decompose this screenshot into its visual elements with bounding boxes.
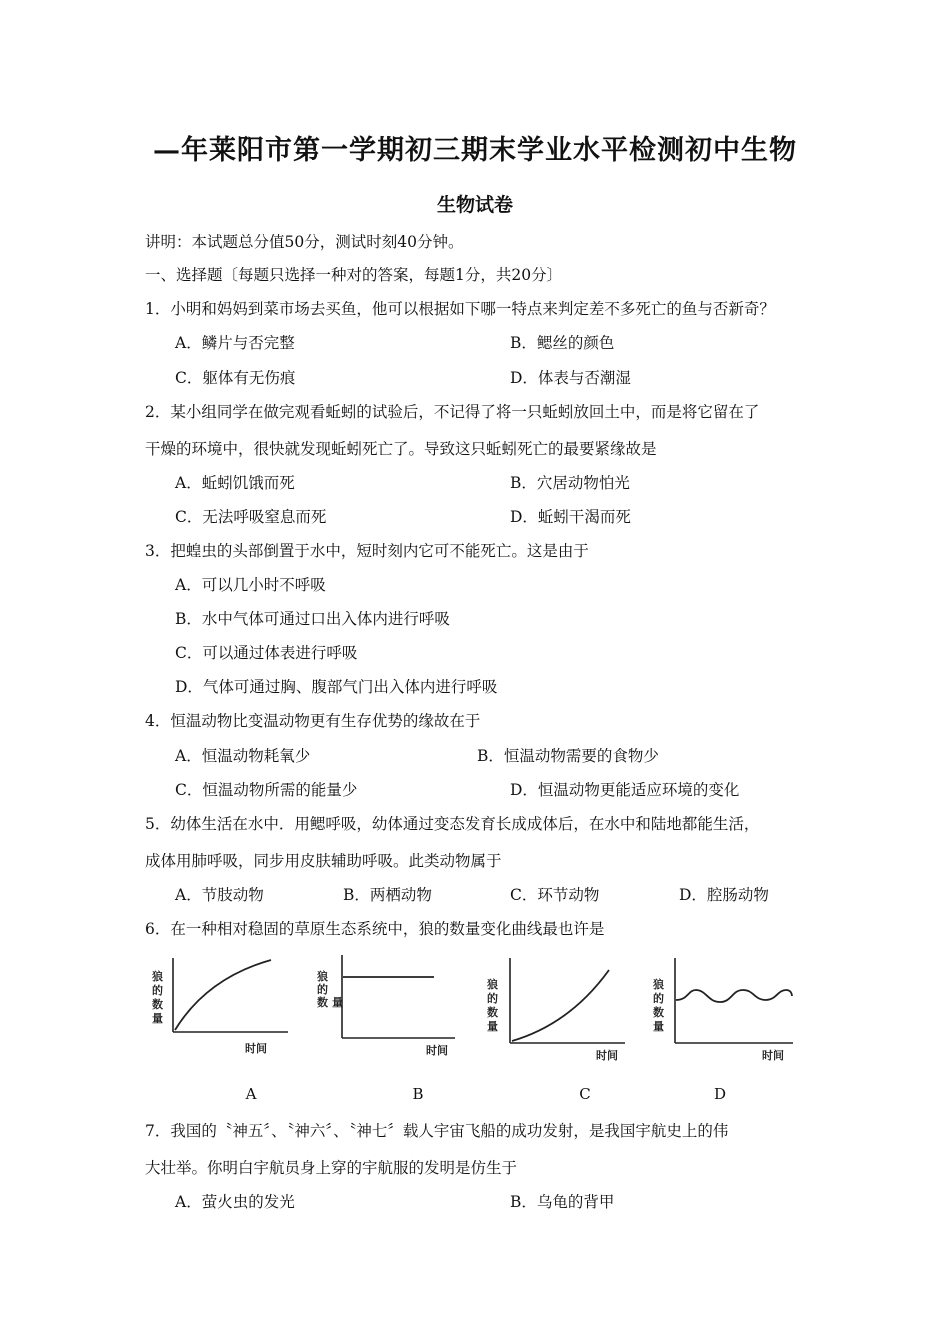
graph-c-ylabel-2: 的 — [487, 992, 498, 1005]
graph-b-letter: B — [412, 1085, 424, 1103]
q2-stem-line2: 干燥的环境中，很快就发现蚯蚓死亡了。导致这只蚯蚓死亡的最要紧缘故是 — [145, 440, 657, 458]
graph-d-ylabel-3: 数 — [653, 1006, 664, 1019]
graph-a-ylabel-2: 的 — [152, 984, 163, 997]
graph-a-ylabel-4: 量 — [152, 1012, 163, 1025]
q7-option-b: B．乌龟的背甲 — [510, 1193, 615, 1211]
graph-b-ylabel-3: 数 — [317, 996, 328, 1009]
q4-option-d: D．恒温动物更能适应环境的变化 — [510, 781, 740, 799]
graph-d-ylabel-2: 的 — [653, 992, 664, 1005]
graph-b-ylabel-2: 的 — [317, 983, 328, 996]
q6-stem: 6．在一种相对稳固的草原生态系统中，狼的数量变化曲线最也许是 — [145, 920, 605, 938]
graph-a-curve — [175, 960, 271, 1030]
graph-c-xlabel: 时间 — [596, 1049, 618, 1062]
q2-option-b: B．穴居动物怕光 — [510, 474, 630, 492]
q4-option-a: A．恒温动物耗氧少 — [175, 747, 311, 765]
page-subtitle: 生物试卷 — [436, 194, 513, 216]
graph-d — [648, 950, 798, 1065]
q1-option-a: A．鳞片与否完整 — [175, 334, 295, 352]
q3-option-d: D．气体可通过胸、腹部气门出入体内进行呼吸 — [175, 678, 498, 696]
graph-c-ylabel-3: 数 — [487, 1006, 498, 1019]
q3-option-b: B．水中气体可通过口出入体内进行呼吸 — [175, 610, 450, 628]
section-heading: 一、选择题〔每题只选择一种对的答案，每题1分，共20分〕 — [145, 266, 563, 284]
graph-c — [482, 950, 632, 1065]
graph-c-ylabel-4: 量 — [487, 1020, 498, 1033]
q1-option-c: C．躯体有无伤痕 — [175, 369, 296, 387]
q7-option-a: A．萤火虫的发光 — [175, 1193, 295, 1211]
q1-stem: 1．小明和妈妈到菜市场去买鱼，他可以根据如下哪一特点来判定差不多死亡的鱼与否新奇？ — [145, 300, 775, 318]
graph-d-xlabel: 时间 — [762, 1049, 784, 1062]
exam-note: 讲明：本试题总分值50分，测试时刻40分钟。 — [145, 233, 464, 251]
q5-option-d: D．腔肠动物 — [679, 886, 769, 904]
q7-stem-line1: 7．我国的〝神五〞、〝神六〞、〝神七〞载人宇宙飞船的成功发射，是我国宇航史上的伟 — [145, 1122, 729, 1140]
q4-stem: 4．恒温动物比变温动物更有生存优势的缘故在于 — [145, 712, 481, 730]
q1-option-d: D．体表与否潮湿 — [510, 369, 631, 387]
q7-stem-line2: 大壮举。你明白宇航员身上穿的宇航服的发明是仿生于 — [145, 1159, 518, 1177]
graph-a-letter: A — [245, 1085, 257, 1103]
q3-stem: 3．把蝗虫的头部倒置于水中，短时刻内它可不能死亡。这是由于 — [145, 542, 589, 560]
graph-b-ylabel-4: 量 — [332, 996, 343, 1009]
graph-a-ylabel-1: 狼 — [152, 970, 163, 983]
graph-a — [145, 950, 295, 1060]
graph-c-ylabel-1: 狼 — [487, 978, 498, 991]
q5-option-a: A．节肢动物 — [175, 886, 264, 904]
q5-stem-line1: 5．幼体生活在水中．用鳃呼吸，幼体通过变态发育长成成体后，在水中和陆地都能生活， — [145, 815, 760, 833]
graph-c-curve — [512, 970, 609, 1041]
q5-option-b: B．两栖动物 — [343, 886, 432, 904]
q3-option-c: C．可以通过体表进行呼吸 — [175, 644, 358, 662]
graph-b-ylabel-1: 狼 — [317, 970, 328, 983]
graph-d-curve — [676, 990, 792, 1002]
q5-option-c: C．环节动物 — [510, 886, 600, 904]
graph-a-xlabel: 时间 — [245, 1042, 267, 1055]
q2-option-c: C．无法呼吸窒息而死 — [175, 508, 327, 526]
q2-stem-line1: 2．某小组同学在做完观看蚯蚓的试验后，不记得了将一只蚯蚓放回土中，而是将它留在了 — [145, 403, 760, 421]
q4-option-c: C．恒温动物所需的能量少 — [175, 781, 358, 799]
graph-d-ylabel-4: 量 — [653, 1020, 664, 1033]
graph-b — [312, 950, 462, 1060]
graph-c-letter: C — [579, 1085, 591, 1103]
q4-option-b: B．恒温动物需要的食物少 — [477, 747, 659, 765]
graph-a-ylabel-3: 数 — [152, 998, 163, 1011]
graph-d-letter: D — [713, 1085, 727, 1103]
q3-option-a: A．可以几小时不呼吸 — [175, 576, 326, 594]
q2-option-d: D．蚯蚓干渴而死 — [510, 508, 631, 526]
q2-option-a: A．蚯蚓饥饿而死 — [175, 474, 295, 492]
page-title: —年莱阳市第一学期初三期末学业水平检测初中生物 — [153, 135, 797, 166]
graph-b-xlabel: 时间 — [426, 1044, 448, 1057]
graph-d-ylabel-1: 狼 — [653, 978, 664, 991]
q5-stem-line2: 成体用肺呼吸，同步用皮肤辅助呼吸。此类动物属于 — [145, 852, 502, 870]
q1-option-b: B．鳃丝的颜色 — [510, 334, 615, 352]
